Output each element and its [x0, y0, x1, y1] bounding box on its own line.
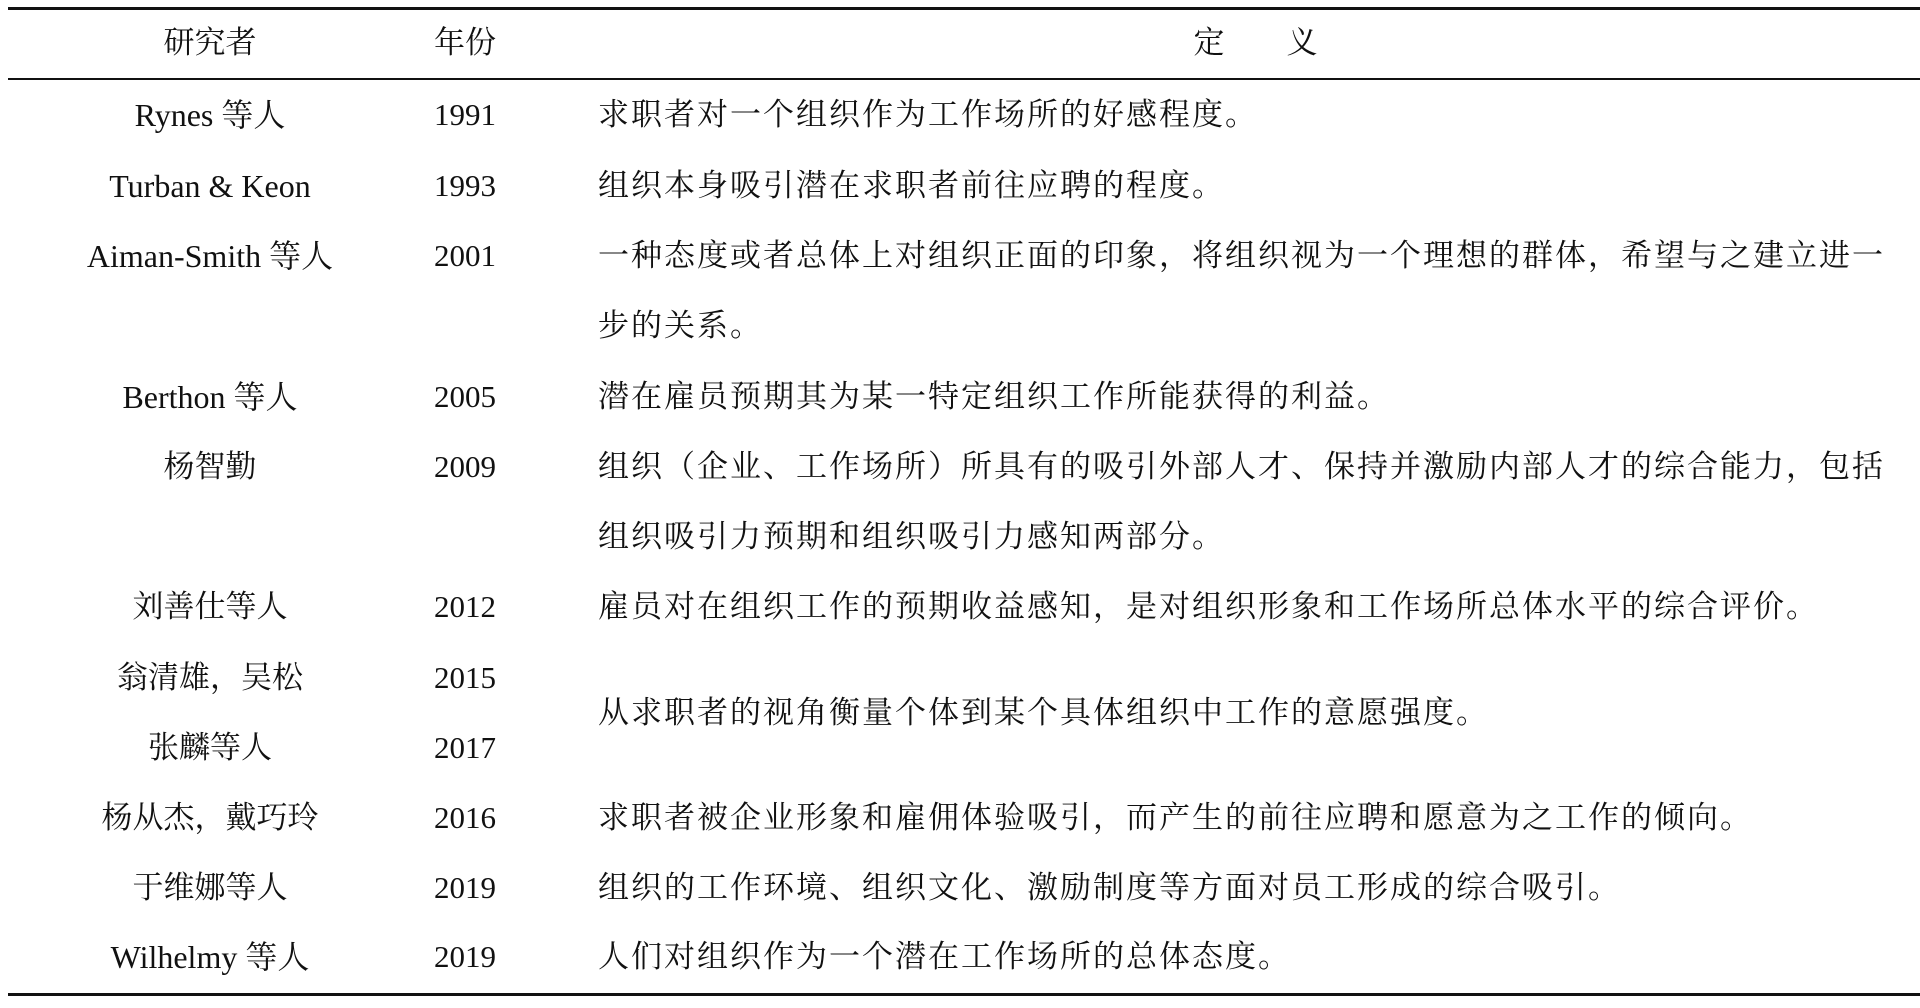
researcher-cell: 杨从杰，戴巧玲 [101, 800, 319, 836]
year-cell: 2017 [434, 730, 496, 765]
year-cell: 2005 [434, 379, 496, 414]
researcher-cell: Berthon 等人 [122, 379, 298, 415]
definition-cell: 组织（企业、工作场所）所具有的吸引外部人才、保持并激励内部人才的综合能力，包括组织吸引力预期和组织吸引力感知两部分。 [598, 449, 1885, 555]
year-cell: 2012 [434, 589, 496, 624]
researcher-cell: Wilhelmy 等人 [110, 939, 310, 975]
researcher-cell: Aiman-Smith 等人 [86, 238, 334, 274]
researcher-cell: Turban & Keon [109, 168, 311, 204]
header-definition: 定 义 [1193, 25, 1318, 61]
definition-cell: 人们对组织作为一个潜在工作场所的总体态度。 [598, 939, 1291, 975]
year-cell: 2016 [434, 800, 496, 835]
researcher-cell: 于维娜等人 [132, 870, 288, 906]
researcher-cell: 杨智勤 [163, 449, 257, 485]
header-researcher: 研究者 [163, 25, 257, 61]
year-cell: 2019 [434, 939, 496, 974]
researcher-cell: 翁清雄，吴松 [117, 660, 303, 696]
definition-cell: 潜在雇员预期其为某一特定组织工作所能获得的利益。 [598, 379, 1390, 415]
year-cell: 1993 [434, 168, 496, 203]
year-cell: 2001 [434, 238, 496, 273]
definition-cell: 一种态度或者总体上对组织正面的印象，将组织视为一个理想的群体，希望与之建立进一步的关系。 [598, 238, 1885, 344]
year-cell: 2019 [434, 870, 496, 905]
definition-cell: 从求职者的视角衡量个体到某个具体组织中工作的意愿强度。 [598, 695, 1489, 731]
definition-cell: 组织本身吸引潜在求职者前往应聘的程度。 [598, 168, 1225, 204]
header-year: 年份 [434, 25, 496, 61]
year-cell: 2009 [434, 449, 496, 484]
definition-cell: 组织的工作环境、组织文化、激励制度等方面对员工形成的综合吸引。 [598, 870, 1621, 906]
definition-cell: 求职者被企业形象和雇佣体验吸引，而产生的前往应聘和愿意为之工作的倾向。 [598, 800, 1753, 836]
researcher-cell: 刘善仕等人 [132, 589, 288, 625]
year-cell: 2015 [434, 660, 496, 695]
researcher-cell: Rynes 等人 [134, 97, 286, 133]
definition-cell: 求职者对一个组织作为工作场所的好感程度。 [598, 97, 1258, 133]
year-cell: 1991 [434, 97, 496, 132]
researcher-cell: 张麟等人 [148, 730, 272, 766]
definition-cell: 雇员对在组织工作的预期收益感知，是对组织形象和工作场所总体水平的综合评价。 [598, 589, 1819, 625]
table-bottom-rule [8, 993, 1920, 996]
